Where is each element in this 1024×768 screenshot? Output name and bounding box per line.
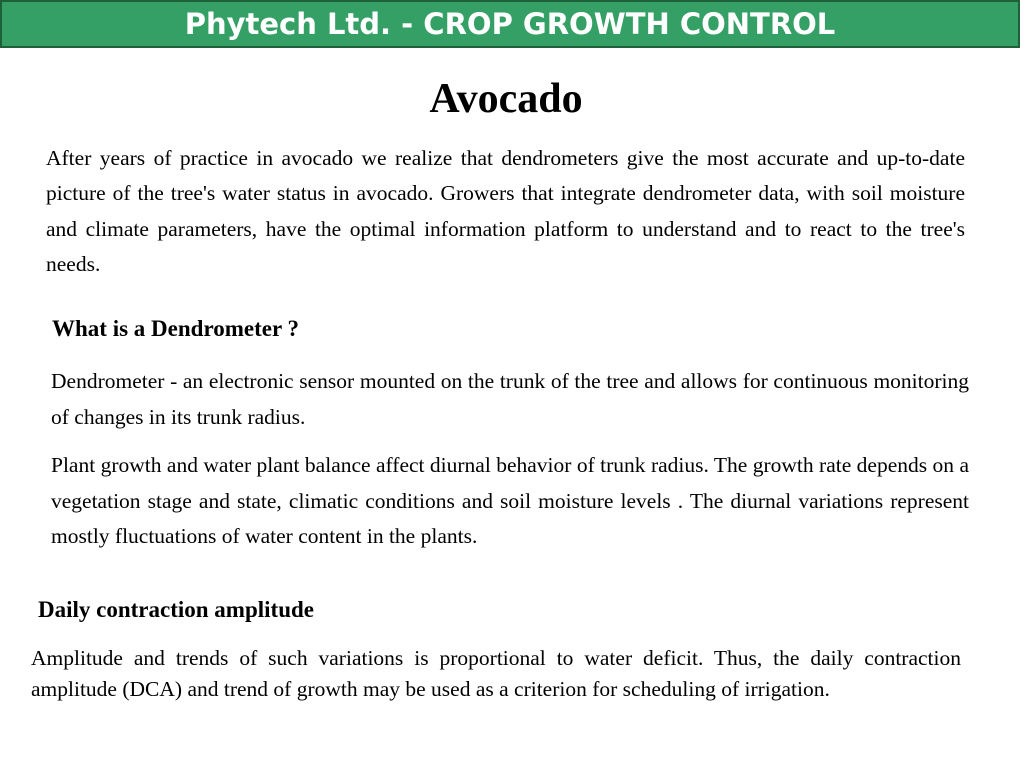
header-bar <box>0 0 1020 48</box>
growth-paragraph: Plant growth and water plant balance affect diurnal behavior of trunk radius. The growth rate depends on a vegetation stage and state, climatic conditions and soil moisture levels . The diurnal variations represent mostly fluctuations of water content in the plants. <box>51 453 969 548</box>
header-title: Phytech Ltd. - CROP GROWTH CONTROL <box>184 7 836 41</box>
intro-paragraph: After years of practice in avocado we realize that dendrometers give the most accurate and up-to-date picture of the tree's water status in avocado. Growers that integrate dendrometer data, with soil moisture and climate parameters, have the optimal information platform to understand and to react to the tree's needs. <box>46 146 965 276</box>
dca-heading: Daily contraction amplitude <box>38 597 314 622</box>
dca-paragraph: Amplitude and trends of such variations is proportional to water deficit. Thus, the daily contraction amplitude (DCA) and trend of growth may be used as a criterion for scheduling of irrigation. <box>31 646 961 701</box>
page-title: Avocado <box>429 76 583 122</box>
dendrometer-definition-paragraph: Dendrometer - an electronic sensor mounted on the trunk of the tree and allows for continuous monitoring of changes in its trunk radius. <box>51 369 969 429</box>
dendrometer-heading: What is a Dendrometer ? <box>52 316 300 341</box>
